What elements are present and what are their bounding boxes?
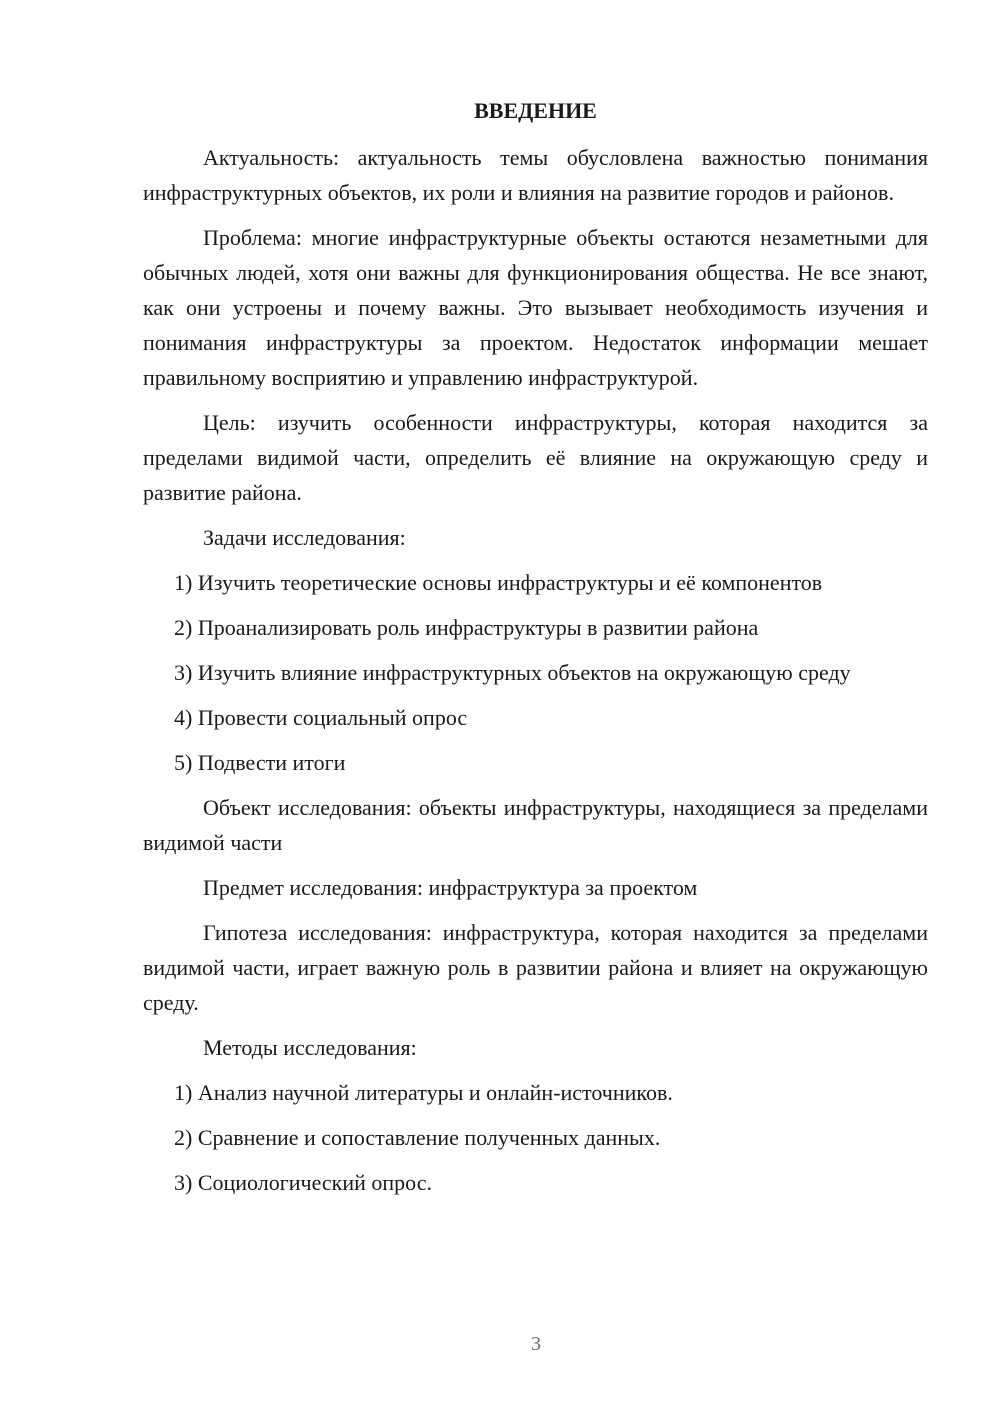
object-paragraph: Объект исследования: объекты инфраструктуры, находящиеся за пределами видимой части — [143, 795, 928, 855]
task-item-4: 4) Провести социальный опрос — [174, 705, 468, 730]
relevance-paragraph: Актуальность: актуальность темы обусловлена важностью понимания инфраструктурных объектов, их роли и влияния на развитие городов и районов. — [143, 145, 928, 205]
subject-paragraph: Предмет исследования: инфраструктура за проектом — [203, 875, 698, 900]
method-item-3: 3) Социологический опрос. — [174, 1170, 432, 1195]
problem-paragraph: Проблема: многие инфраструктурные объекты остаются незаметными для обычных людей, хотя они важны для функционирования общества. Не все знают, как они устроены и почему важны. Это вызывает необходимость изучения и понимания инфраструктуры за проектом. Недостаток информации мешает правильному восприятию и управлению инфраструктурой. — [143, 225, 928, 390]
method-item-1: 1) Анализ научной литературы и онлайн-источников. — [174, 1080, 673, 1105]
task-item-5: 5) Подвести итоги — [174, 750, 346, 775]
page-number: 3 — [531, 1333, 541, 1355]
task-item-3: 3) Изучить влияние инфраструктурных объектов на окружающую среду — [174, 660, 851, 685]
task-item-1: 1) Изучить теоретические основы инфраструктуры и её компонентов — [174, 570, 823, 595]
goal-paragraph: Цель: изучить особенности инфраструктуры, которая находится за пределами видимой части, определить её влияние на окружающую среду и развитие района. — [143, 410, 928, 505]
task-item-2: 2) Проанализировать роль инфраструктуры в развитии района — [174, 615, 759, 640]
page-title: ВВЕДЕНИЕ — [474, 98, 597, 123]
document-page — [143, 96, 928, 1210]
hypothesis-paragraph: Гипотеза исследования: инфраструктура, которая находится за пределами видимой части, играет важную роль в развитии района и влияет на окружающую среду. — [143, 920, 928, 1015]
method-item-2: 2) Сравнение и сопоставление полученных данных. — [174, 1125, 661, 1150]
tasks-heading: Задачи исследования: — [203, 525, 406, 550]
methods-heading: Методы исследования: — [203, 1035, 417, 1060]
